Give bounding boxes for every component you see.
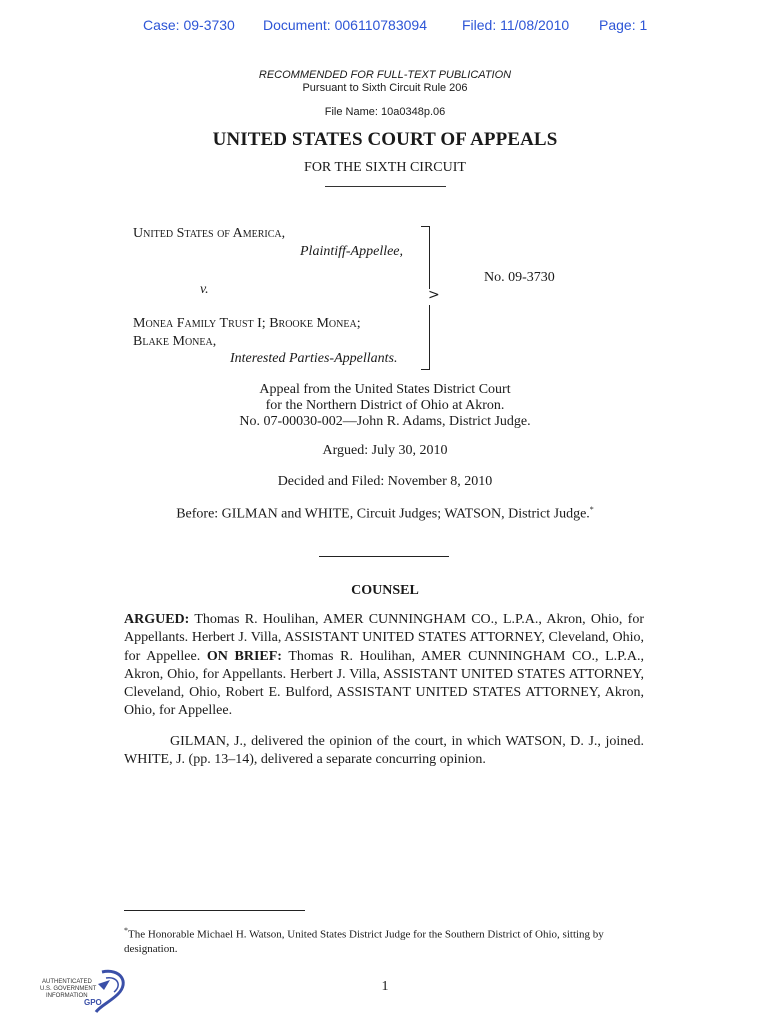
publication-recommendation: RECOMMENDED FOR FULL-TEXT PUBLICATION xyxy=(258,69,512,81)
page-number: 1 xyxy=(381,979,389,994)
filed-date-header: Filed: 11/08/2010 xyxy=(462,17,570,33)
title-divider xyxy=(325,186,446,187)
seal-line-4: GPO xyxy=(84,998,102,1007)
appeal-line-1: Appeal from the United States District Court xyxy=(259,382,511,397)
publication-rule: Pursuant to Sixth Circuit Rule 206 xyxy=(302,82,468,94)
argued-label: ARGUED: xyxy=(124,612,190,627)
panel-before-text: Before: GILMAN and WHITE, Circuit Judges; WATSON, District Judge. xyxy=(176,506,590,522)
defendants-role: Interested Parties-Appellants. xyxy=(230,351,398,366)
page-number-header: Page: 1 xyxy=(599,17,648,33)
argued-date: Argued: July 30, 2010 xyxy=(322,443,448,458)
versus: v. xyxy=(200,282,209,297)
gpo-authentication-seal xyxy=(40,964,132,1014)
plaintiff-name: United States of America, xyxy=(133,226,286,241)
decided-date: Decided and Filed: November 8, 2010 xyxy=(277,474,493,489)
section-divider xyxy=(319,556,449,557)
footnote-text: The Honorable Michael H. Watson, United States District Judge for the Southern District of Ohio, sitting by designation. xyxy=(124,928,604,955)
seal-line-1: AUTHENTICATED xyxy=(42,979,92,985)
gpo-seal-icon xyxy=(40,964,132,1014)
seal-line-3: INFORMATION xyxy=(46,993,88,999)
file-name: File Name: 10a0348p.06 xyxy=(324,106,446,118)
footnote-mark: * xyxy=(124,926,128,935)
seal-line-2: U.S. GOVERNMENT xyxy=(40,986,97,992)
defendants-line-2: Blake Monea, xyxy=(133,334,217,349)
docket-number: No. 09-3730 xyxy=(484,270,555,285)
brief-label: ON BRIEF: xyxy=(206,648,282,664)
panel-before xyxy=(0,505,770,523)
panel-footnote-mark: * xyxy=(589,505,594,514)
argued-text: Thomas R. Houlihan, AMER CUNNINGHAM CO., L.P.A., Akron, Ohio, for Appellants. Herbert J. Villa, ASSISTANT UNITED STATES ATTORNEY, Cleveland, Ohio, for Appellee. xyxy=(124,612,644,664)
counsel-heading: COUNSEL xyxy=(351,583,419,598)
opinion-note: GILMAN, J., delivered the opinion of the court, in which WATSON, D. J., joined. WHITE, J. (pp. 13–14), delivered a separate concurring opinion. xyxy=(124,734,644,768)
caption-bracket-top xyxy=(421,226,430,289)
plaintiff-role: Plaintiff-Appellee, xyxy=(300,244,404,259)
appeal-line-2: for the Northern District of Ohio at Akron. xyxy=(265,398,505,413)
court-title: UNITED STATES COURT OF APPEALS xyxy=(212,129,558,150)
counsel-paragraph xyxy=(124,611,644,721)
footnote xyxy=(124,924,646,956)
caption-bracket-point: > xyxy=(428,287,440,303)
defendants-line-1: Monea Family Trust I; Brooke Monea; xyxy=(133,316,361,331)
case-number-header: Case: 09-3730 xyxy=(143,17,235,33)
footnote-rule xyxy=(124,910,305,911)
appeal-line-3: No. 07-00030-002—John R. Adams, District Judge. xyxy=(239,414,531,429)
document-number-header: Document: 006110783094 xyxy=(263,17,427,33)
caption-bracket-bottom xyxy=(421,305,430,370)
brief-text: Thomas R. Houlihan, AMER CUNNINGHAM CO., L.P.A., Akron, Ohio, for Appellants. Herbert J. Villa, ASSISTANT UNITED STATES ATTORNEY, Cleveland, Ohio, Robert E. Bulford, ASSISTANT UNITED STATES ATTORNEY, Akron, Ohio, for Appellee. xyxy=(124,648,644,719)
court-circuit: FOR THE SIXTH CIRCUIT xyxy=(304,160,466,175)
